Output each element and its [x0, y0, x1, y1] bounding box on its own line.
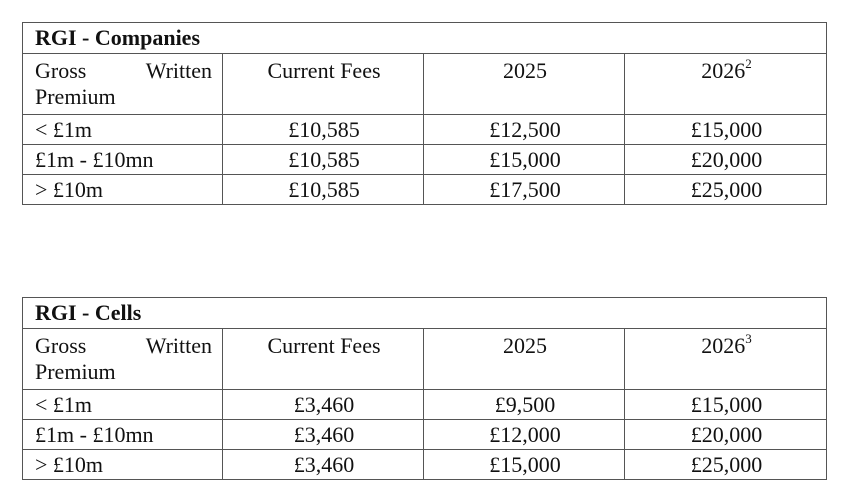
header-2026	[625, 54, 827, 115]
companies-fee-table	[22, 22, 827, 205]
header-gross-written-premium	[23, 329, 223, 390]
current-fee-cell: £10,585	[223, 115, 424, 145]
header-gross-written-premium	[23, 54, 223, 115]
header-2026	[625, 329, 827, 390]
current-fee-cell: £10,585	[223, 145, 424, 175]
table-title: RGI - Companies	[23, 23, 827, 54]
table-header-row	[23, 329, 827, 390]
fee-2025-cell: £9,500	[424, 390, 625, 420]
table-title-row	[23, 298, 827, 329]
table-row	[23, 390, 827, 420]
cells-fee-table	[22, 297, 827, 480]
current-fee-cell: £3,460	[223, 390, 424, 420]
footnote-marker: 2	[745, 56, 752, 71]
header-word: Premium	[35, 359, 116, 384]
fee-2025-cell: £17,500	[424, 175, 625, 205]
header-2025: 2025	[424, 54, 625, 115]
premium-band: < £1m	[23, 390, 223, 420]
table-row	[23, 145, 827, 175]
header-year: 2026	[701, 333, 746, 358]
header-word: Written	[145, 58, 212, 83]
fee-2026-cell: £15,000	[625, 115, 827, 145]
table-title: RGI - Cells	[23, 298, 827, 329]
current-fee-cell: £3,460	[223, 450, 424, 480]
header-word: Gross	[35, 333, 87, 358]
table-row	[23, 450, 827, 480]
table-row	[23, 175, 827, 205]
fee-2026-cell: £15,000	[625, 390, 827, 420]
premium-band: < £1m	[23, 115, 223, 145]
fee-2026-cell: £20,000	[625, 145, 827, 175]
fee-2025-cell: £12,000	[424, 420, 625, 450]
fee-2025-cell: £15,000	[424, 145, 625, 175]
premium-band: £1m - £10mn	[23, 145, 223, 175]
fee-2025-cell: £12,500	[424, 115, 625, 145]
current-fee-cell: £3,460	[223, 420, 424, 450]
header-current-fees: Current Fees	[223, 54, 424, 115]
table-row	[23, 420, 827, 450]
premium-band: > £10m	[23, 450, 223, 480]
header-year: 2026	[701, 58, 746, 83]
current-fee-cell: £10,585	[223, 175, 424, 205]
header-word: Written	[145, 333, 212, 358]
table-header-row	[23, 54, 827, 115]
premium-band: > £10m	[23, 175, 223, 205]
header-current-fees: Current Fees	[223, 329, 424, 390]
table-row	[23, 115, 827, 145]
table-title-row	[23, 23, 827, 54]
footnote-marker: 3	[745, 331, 752, 346]
header-word: Premium	[35, 84, 116, 109]
header-2025: 2025	[424, 329, 625, 390]
premium-band: £1m - £10mn	[23, 420, 223, 450]
fee-2026-cell: £20,000	[625, 420, 827, 450]
fee-2025-cell: £15,000	[424, 450, 625, 480]
fee-2026-cell: £25,000	[625, 450, 827, 480]
fee-2026-cell: £25,000	[625, 175, 827, 205]
header-word: Gross	[35, 58, 87, 83]
